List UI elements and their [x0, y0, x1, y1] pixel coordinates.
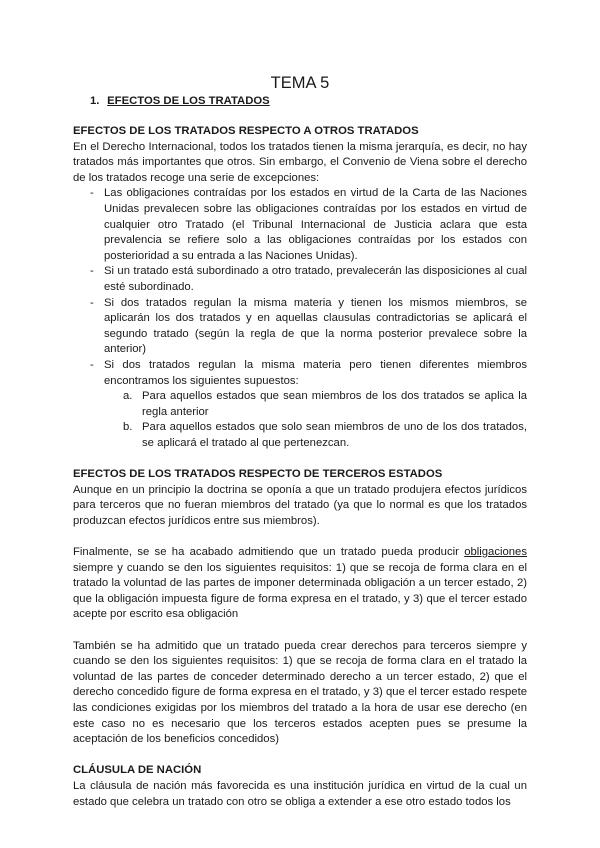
paragraph-derechos: También se ha admitido que un tratado pueda crear derechos para terceros siempre y cuando se den los siguientes requisitos: 1) que se recoja de forma clara en el tratado la voluntad de las partes de conceder determinado derecho a un tercer estado, 2) que el derecho concedido figure de forma expresa en el tratado, y 3) que el tercer estado respete las condiciones exigidas por los miembros del tratado a la hora de usar ese derecho (en este caso no es necesario que los terceros estados acepten pues se presume la aceptación de los beneficios concedidos) — [73, 639, 527, 746]
section-number: 1. — [90, 95, 100, 107]
exceptions-list — [73, 186, 527, 451]
subheading-clausula-nacion: CLÁUSULA DE NACIÓN — [73, 764, 202, 777]
sub-list-text: Para aquellos estados que sean miembros de los dos tratados se aplica la regla anterior — [142, 390, 527, 418]
text-run: siempre y cuando se den los siguientes requisitos: 1) que se recoja de forma clara en el tratado la voluntad de las partes de imponer determinada obligación a un tercer estado, 2) que la obligación impuesta figure de forma expresa en el tratado, y 3) que el tercer estado acepte por escrito esa obligación — [73, 561, 527, 621]
list-item: - Si un tratado está subordinado a otro tratado, prevalecerán las disposiciones al cual esté subordinado. — [104, 264, 527, 295]
paragraph-doctrina: Aunque en un principio la doctrina se oponía a que un tratado produjera efectos jurídicos para terceros que no fueran miembros del tratado (ya que lo normal es que los tratados produzcan efectos jurídicos entre sus miembros). — [73, 483, 527, 527]
paragraph-intro: En el Derecho Internacional, todos los tratados tienen la misma jerarquía, es decir, no hay tratados más importantes que otros. Sin embargo, el Convenio de Viena sobre el derecho de los tratados recoge una serie de excepciones: — [73, 140, 527, 184]
sub-list-label: b. — [123, 421, 133, 434]
sub-list-item — [123, 389, 527, 420]
section-title: EFECTOS DE LOS TRATADOS — [107, 95, 270, 107]
list-item-text: Si dos tratados regulan la misma materia pero tienen diferentes miembros encontramos los siguientes supuestos: — [104, 358, 527, 387]
list-item: - Si dos tratados regulan la misma materia y tienen los mismos miembros, se aplicarán los dos tratados y en aquellas clausulas contradictorias se aplicará el segundo tratado (según la regla de que la norma posterior prevalece sobre la anterior) — [104, 296, 527, 358]
sub-list — [104, 389, 527, 451]
sub-list-label: a. — [123, 390, 133, 403]
page-title: TEMA 5 — [270, 74, 330, 92]
sub-list-item — [123, 420, 527, 451]
paragraph-clausula: La cláusula de nación más favorecida es una institución jurídica en virtud de la cual un estado que celebra un tratado con otro se obliga a extender a ese otro estado todos los — [73, 779, 527, 808]
list-item: - Las obligaciones contraídas por los estados en virtud de la Carta de las Naciones Unidas prevalecen sobre las obligaciones contraídas por los estados en virtud de cualquier otro Tratado (el Tribunal Internacional de Justicia aclara que esta prevalencia se refiere solo a las obligaciones contraídas por los estados con posterioridad a su entrada a las Naciones Unidas). — [104, 186, 527, 264]
document-body — [73, 124, 527, 810]
section-heading — [90, 94, 270, 110]
sub-list-text: Para aquellos estados que solo sean miembros de uno de los dos tratados, se aplicará el tratado al que pertenezcan. — [142, 421, 527, 449]
paragraph-obligaciones — [73, 545, 527, 623]
text-run: Finalmente, se se ha acabado admitiendo que un tratado pueda producir — [73, 546, 465, 559]
list-item — [104, 358, 527, 452]
subheading-terceros-estados: EFECTOS DE LOS TRATADOS RESPECTO DE TERCEROS ESTADOS — [73, 468, 443, 481]
subheading-otros-tratados: EFECTOS DE LOS TRATADOS RESPECTO A OTROS TRATADOS — [73, 125, 419, 137]
underlined-term: obligaciones — [464, 546, 527, 559]
